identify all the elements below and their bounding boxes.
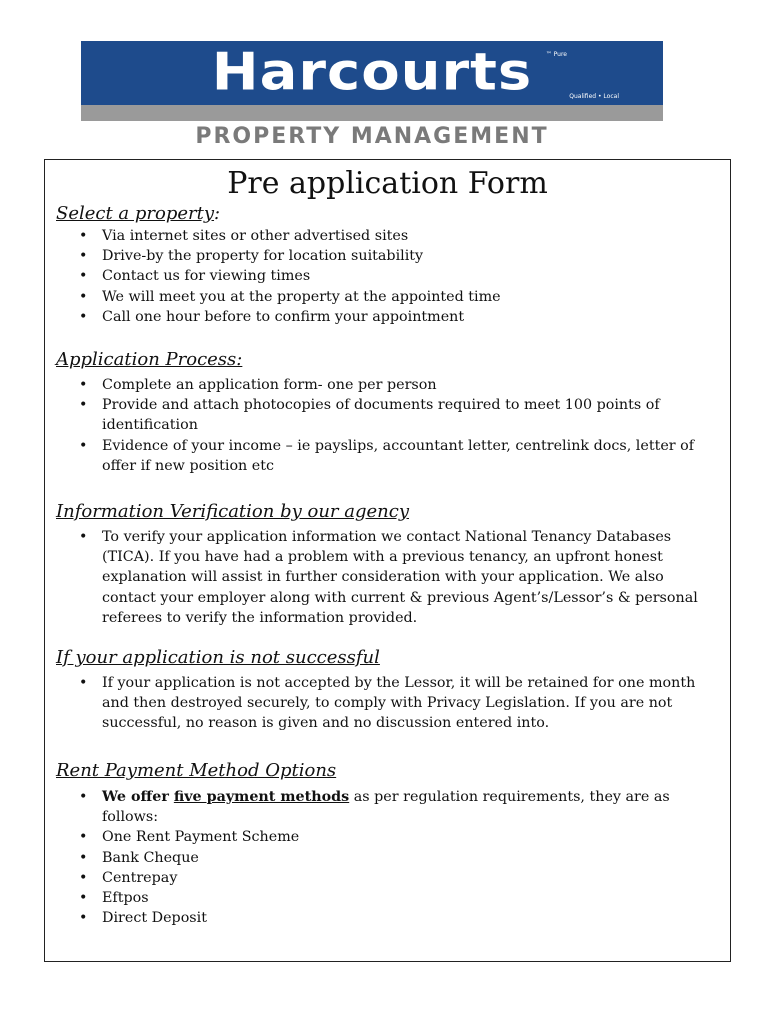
list-item: • Eftpos [45, 888, 730, 908]
unsuccessful-list [45, 673, 730, 734]
list-item: • To verify your application information we contact National Tenancy Databases (TICA). If you have had a problem with a previous tenancy, an upfront honest explanation will assist in further consideration with your application. We also contact your employer along with current & previous Agent’s/Lessor’s & personal referees to verify the information provided. [45, 527, 730, 628]
section-heading-select [56, 203, 220, 224]
logo-trademark: ™ Pure [545, 51, 567, 58]
section-heading-payment [56, 760, 336, 781]
section-heading-unsuccessful [56, 647, 380, 668]
logo-banner [81, 41, 663, 105]
form-frame [44, 159, 731, 962]
heading-text: Information Verification by our agency [56, 501, 409, 522]
intro-bold: We offer [102, 789, 174, 805]
list-item: • Evidence of your income – ie payslips, accountant letter, centrelink docs, letter of offer if new position etc [45, 436, 730, 476]
intro-bold-underline: five payment methods [173, 789, 350, 805]
intro-rest: as per regulation requirements, they are as follows: [102, 789, 670, 826]
list-item: • Contact us for viewing times [45, 266, 730, 286]
heading-colon: : [214, 203, 221, 224]
page-title: Pre application Form [227, 166, 548, 201]
harcourts-logo [81, 41, 663, 149]
list-item: • Complete an application form- one per person [45, 375, 730, 395]
list-item: • Bank Cheque [45, 848, 730, 868]
list-item: • If your application is not accepted by the Lessor, it will be retained for one month and then destroyed securely, to comply with Privacy Legislation. If you are not successful, no reason is given and no discussion entered into. [45, 673, 730, 734]
heading-text: Select a property [56, 203, 215, 224]
list-item: • Centrepay [45, 868, 730, 888]
heading-text: Application Process: [56, 349, 243, 370]
section-heading-verification [56, 501, 409, 522]
logo-division: PROPERTY MANAGEMENT [195, 124, 549, 149]
verification-list [45, 527, 730, 628]
heading-text: If your application is not successful [56, 647, 380, 668]
list-item: • Direct Deposit [45, 908, 730, 928]
process-list [45, 375, 730, 476]
heading-text: Rent Payment Method Options [56, 760, 337, 781]
logo-brand: Harcourts [211, 42, 533, 103]
list-item: • One Rent Payment Scheme [45, 827, 730, 847]
logo-tagline: Qualified • Local [569, 93, 619, 100]
list-item: • Via internet sites or other advertised sites [45, 226, 730, 246]
section-heading-process [56, 349, 242, 370]
payment-intro [45, 787, 730, 827]
payment-list [45, 787, 730, 928]
list-item: • Provide and attach photocopies of documents required to meet 100 points of identification [45, 395, 730, 435]
logo-divider [81, 105, 663, 121]
list-item: • Call one hour before to confirm your appointment [45, 307, 730, 327]
select-list [45, 226, 730, 327]
list-item: • Drive-by the property for location suitability [45, 246, 730, 266]
list-item: • We will meet you at the property at the appointed time [45, 287, 730, 307]
